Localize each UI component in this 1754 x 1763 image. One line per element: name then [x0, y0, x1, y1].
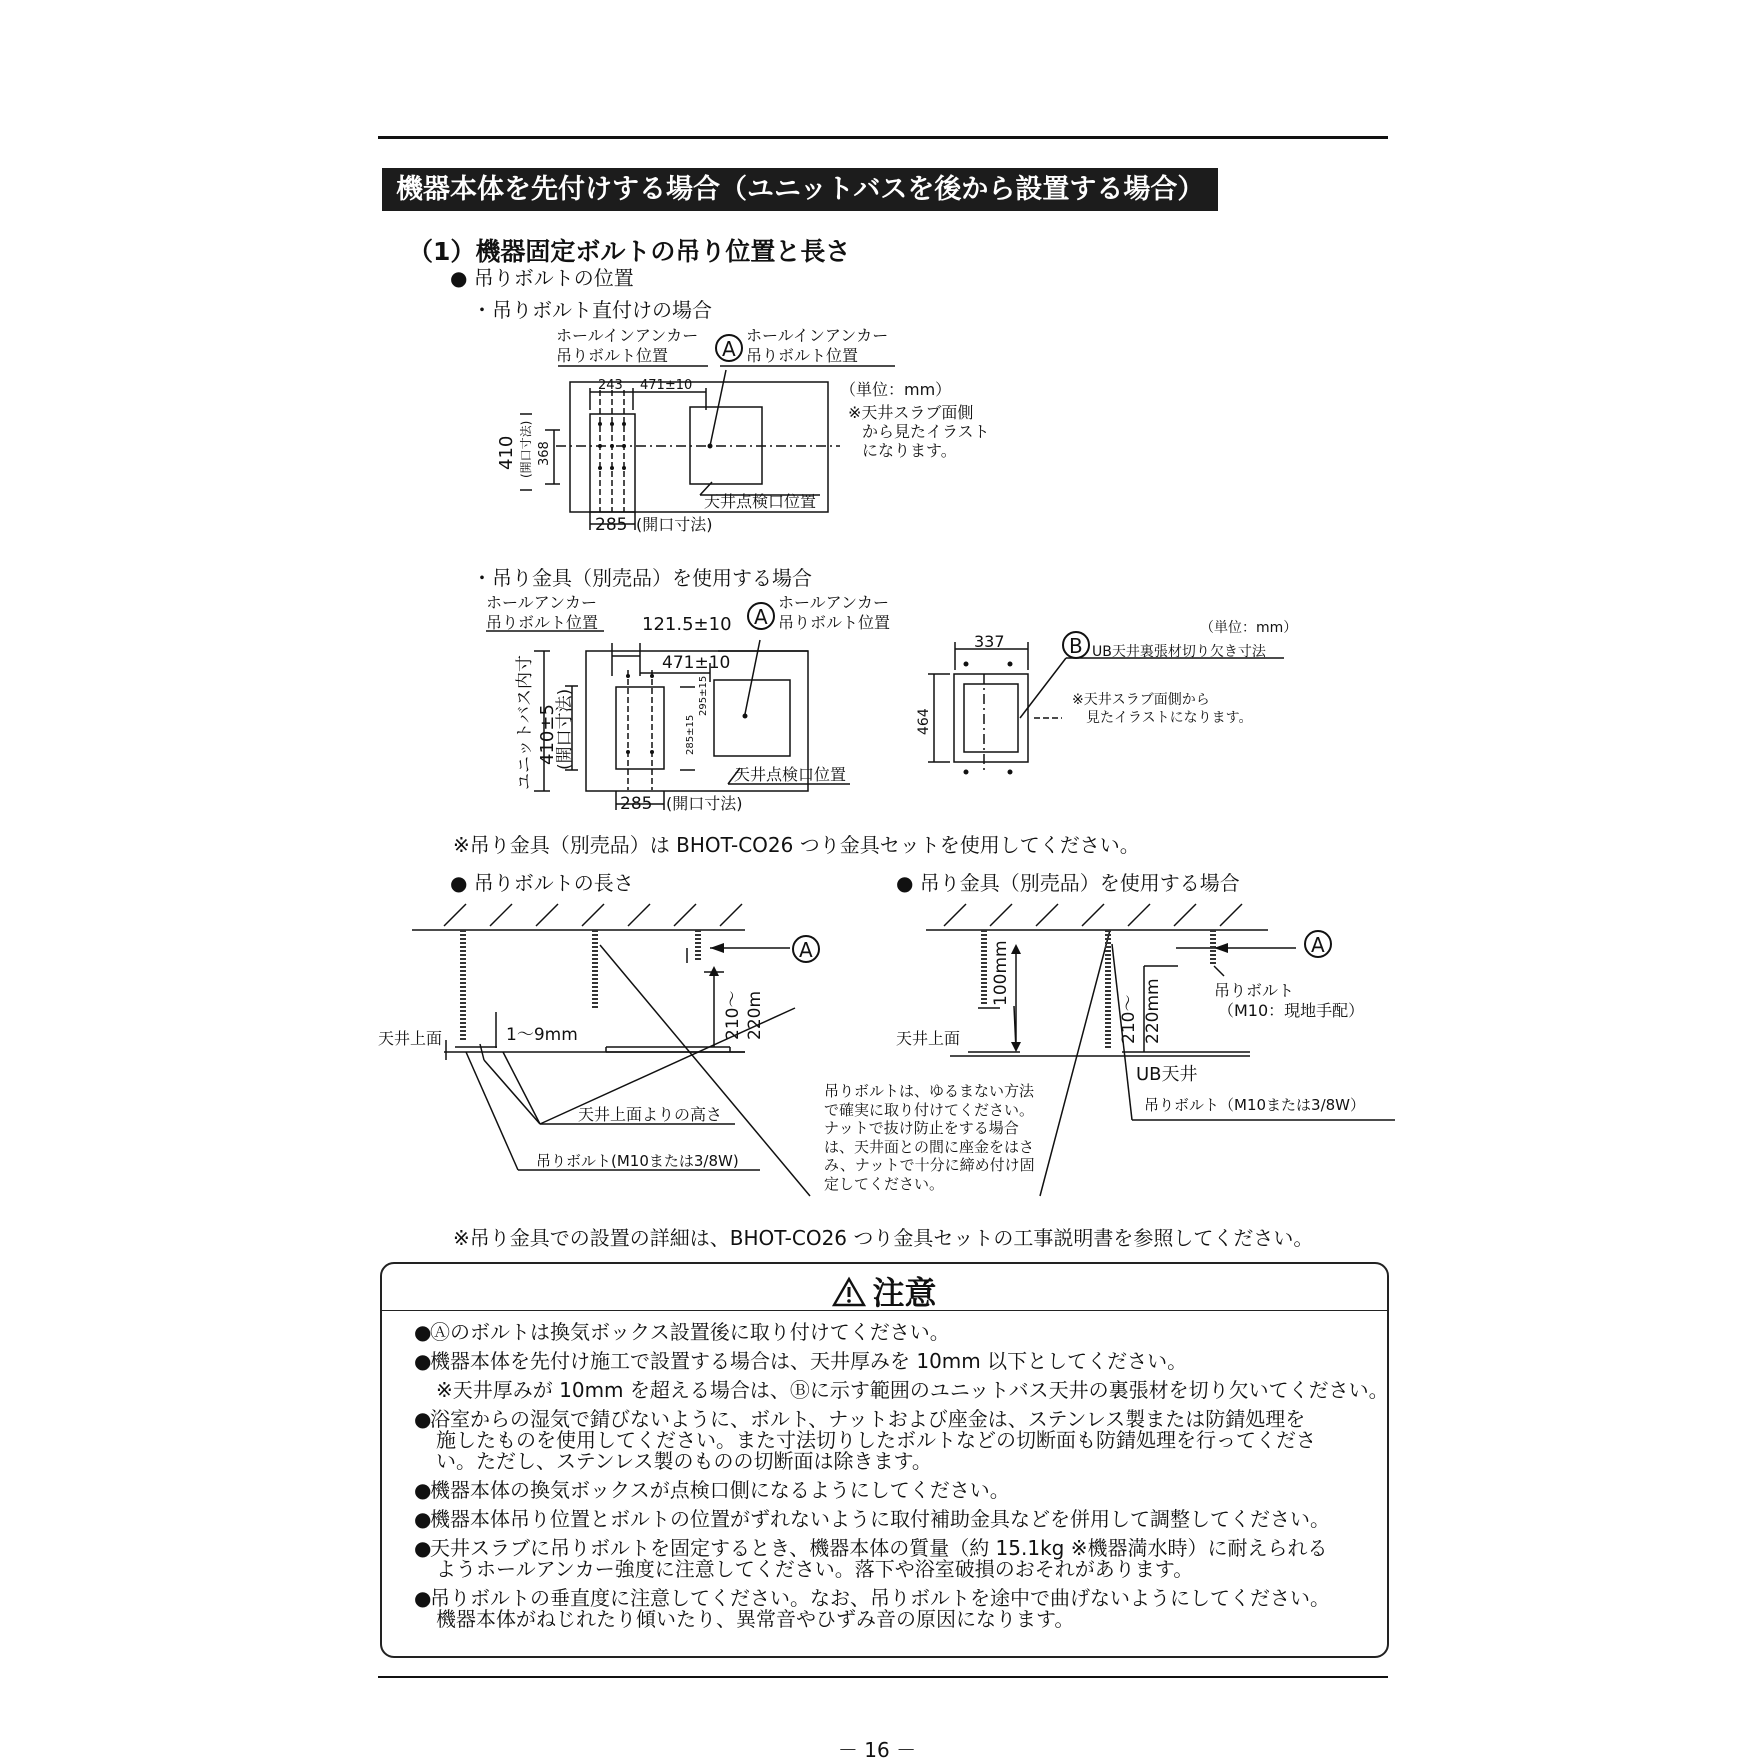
bolt-length-label: ● 吊りボルトの長さ [450, 871, 634, 895]
d1-a-label-2: 吊りボルト位置 [746, 346, 859, 365]
fitting-label: ・吊り金具（別売品）を使用する場合 [472, 566, 812, 590]
d1-a-letter: A [722, 337, 736, 361]
caution-item [414, 1588, 1330, 1609]
bolt-position-label: ● 吊りボルトの位置 [450, 266, 634, 290]
section-title: 機器本体を先付けする場合（ユニットバスを後から設置する場合） [382, 168, 1218, 211]
d3-dim-464: 464 [916, 708, 932, 735]
d4-ceiling-top: 天井上面 [378, 1029, 443, 1048]
middle-note-line: は、天井面との間に座金をはさ [824, 1137, 1035, 1156]
d2-dim-285-note: (開口寸法) [666, 794, 743, 813]
d5-dim-210: 210～ [1119, 994, 1139, 1044]
caution-text: 天井スラブに吊りボルトを固定するとき、機器本体の質量（約 15.1kg ※機器満水時）に耐えられる [430, 1536, 1328, 1560]
middle-note-line: 定してください。 [824, 1174, 945, 1193]
caution-header [382, 1264, 1387, 1311]
d4-bolt-label: 吊りボルト(M10または3/8W) [536, 1152, 739, 1170]
d2-dim-open: (開口寸法) [555, 688, 575, 770]
d5-bolt-1: 吊りボルト [1214, 981, 1295, 1000]
d1-dim-285-note: (開口寸法) [636, 515, 713, 534]
caution-item [436, 1451, 932, 1472]
d5-dim-220: 220mm [1143, 978, 1163, 1044]
bullet-icon: ● [414, 1407, 432, 1431]
d2-dim-285: 285 [620, 794, 653, 814]
d1-dim-285: 285 [595, 515, 628, 535]
caution-item [414, 1538, 1327, 1559]
d1-a-label-1: ホールインアンカー [746, 326, 889, 345]
caution-item [414, 1409, 1305, 1430]
d2-dim-small-2: 295±15 [698, 675, 709, 716]
middle-note-line: ナットで抜け防止をする場合 [824, 1119, 1019, 1137]
d2-a-letter: A [754, 605, 768, 629]
d3-b-label: UB天井裏張材切り欠き寸法 [1092, 644, 1266, 660]
bullet-icon: ● [414, 1586, 432, 1610]
d3-dim-337: 337 [974, 632, 1005, 651]
d2-dim-121: 121.5±10 [642, 614, 732, 635]
d2-hole-label-1: ホールアンカー [486, 593, 598, 612]
caution-text: い。ただし、ステンレス製のものの切断面は除きます。 [436, 1449, 932, 1473]
caution-text: ※天井厚みが 10mm を超える場合は、Ⓑに示す範囲のユニットバス天井の裏張材を切り欠いてください。 [436, 1378, 1389, 1402]
d1-dim-410: 410 [496, 435, 517, 470]
caution-box [380, 1262, 1389, 1658]
middle-note-line: 吊りボルトは、ゆるまない方法 [824, 1082, 1035, 1100]
bullet-icon: ● [414, 1349, 432, 1373]
d5-ub-label: UB天井 [1136, 1064, 1198, 1085]
d2-dim-small-1: 285±15 [685, 714, 696, 755]
middle-note [824, 1082, 1035, 1193]
d5-bolt-label: 吊りボルト（M10または3/8W） [1144, 1096, 1366, 1114]
d3-note-1: ※天井スラブ面側から [1072, 692, 1210, 708]
d2-dim-410: 410±5 [537, 704, 558, 765]
d5-bolt-2: （M10：現地手配） [1218, 1001, 1365, 1020]
caution-item [414, 1322, 950, 1343]
d1-hole-label-2: 吊りボルト位置 [556, 346, 669, 365]
caution-text: ようホールアンカー強度に注意してください。落下や浴室破損のおそれがあります。 [436, 1557, 1194, 1581]
bullet-icon: ● [414, 1320, 432, 1344]
d3-b-letter: B [1069, 634, 1083, 658]
caution-item [436, 1609, 1074, 1630]
d3-note-2: 見たイラストになります。 [1086, 710, 1253, 726]
d3-unit: （単位：mm） [1200, 620, 1298, 636]
d1-dim-243: 243 [598, 378, 623, 393]
middle-note-line: で確実に取り付けてください。 [824, 1100, 1035, 1119]
caution-text: 機器本体を先付け施工で設置する場合は、天井厚みを 10mm 以下としてください。 [430, 1349, 1188, 1373]
warning-triangle-icon [832, 1277, 866, 1307]
caution-text: 機器本体がねじれたり傾いたり、異常音やひずみ音の原因になります。 [436, 1607, 1075, 1631]
bullet-icon: ● [414, 1507, 432, 1531]
caution-title-wrap [382, 1268, 1387, 1314]
d5-a-letter: A [1311, 933, 1325, 957]
d1-unit: （単位：mm） [840, 380, 952, 399]
d1-inspect-label: 天井点検口位置 [704, 492, 817, 511]
note-fitting: ※吊り金具（別売品）は BHOT-CO26 つり金具セットを使用してください。 [453, 833, 1140, 857]
caution-title: 注意 [872, 1274, 937, 1312]
d1-note-1: ※天井スラブ面側 [848, 403, 974, 422]
d4-dim-1-9: 1～9mm [506, 1025, 578, 1045]
d5-ceiling-top: 天井上面 [896, 1029, 961, 1048]
caution-item [414, 1480, 1010, 1501]
d4-height-label: 天井上面よりの高さ [578, 1105, 723, 1124]
d2-a-label-2: 吊りボルト位置 [778, 613, 891, 632]
d1-note-2: から見たイラスト [862, 422, 990, 441]
d1-dim-open: (開口寸法) [519, 420, 533, 478]
bullet-icon: ● [414, 1478, 432, 1502]
heading: （1）機器固定ボルトの吊り位置と長さ [408, 237, 851, 266]
caution-text: 機器本体の換気ボックスが点検口側になるようにしてください。 [430, 1478, 1010, 1502]
d5-dim-100: 100mm [991, 940, 1011, 1006]
bottom-rule [378, 1676, 1388, 1678]
caution-text: Ⓐのボルトは換気ボックス設置後に取り付けてください。 [430, 1320, 950, 1344]
d4-dim-210: 210～ [723, 990, 743, 1040]
fitting-use-label: ● 吊り金具（別売品）を使用する場合 [896, 871, 1240, 895]
d2-a-label-1: ホールアンカー [778, 593, 890, 612]
d2-hole-label-2: 吊りボルト位置 [486, 613, 599, 632]
caution-item [414, 1509, 1330, 1530]
middle-note-line: み、ナットで十分に締め付け固 [824, 1156, 1035, 1174]
caution-text: 機器本体吊り位置とボルトの位置がずれないように取付補助金具などを併用して調整してください。 [430, 1507, 1330, 1531]
d1-note-3: になります。 [862, 441, 957, 460]
caution-item [436, 1380, 1389, 1401]
d1-dim-471: 471±10 [640, 378, 693, 393]
d2-dim-471: 471±10 [662, 653, 731, 673]
d2-unit-bath: ユニットバス内寸 [515, 655, 535, 790]
note-detail: ※吊り金具での設置の詳細は、BHOT-CO26 つり金具セットの工事説明書を参照してください。 [453, 1226, 1314, 1250]
caution-item [436, 1430, 1316, 1451]
d4-a-letter: A [799, 938, 813, 962]
d2-inspect-label: 天井点検口位置 [734, 765, 847, 784]
d1-hole-label-1: ホールインアンカー [556, 326, 699, 345]
caution-item [414, 1351, 1187, 1372]
bullet-icon: ● [414, 1536, 432, 1560]
caution-text: 吊りボルトの垂直度に注意してください。なお、吊りボルトを途中で曲げないようにしてください。 [430, 1586, 1330, 1610]
caution-text: 施したものを使用してください。また寸法切りしたボルトなどの切断面も防錆処理を行ってくださ [436, 1428, 1316, 1452]
caution-item [436, 1559, 1193, 1580]
direct-mount-label: ・吊りボルト直付けの場合 [472, 298, 712, 322]
d4-dim-220: 220m [745, 990, 765, 1040]
d1-dim-368: 368 [537, 441, 552, 466]
page-number: － 16 － [837, 1738, 917, 1762]
caution-text: 浴室からの湿気で錆びないように、ボルト、ナットおよび座金は、ステンレス製または防錆処理を [430, 1407, 1306, 1431]
